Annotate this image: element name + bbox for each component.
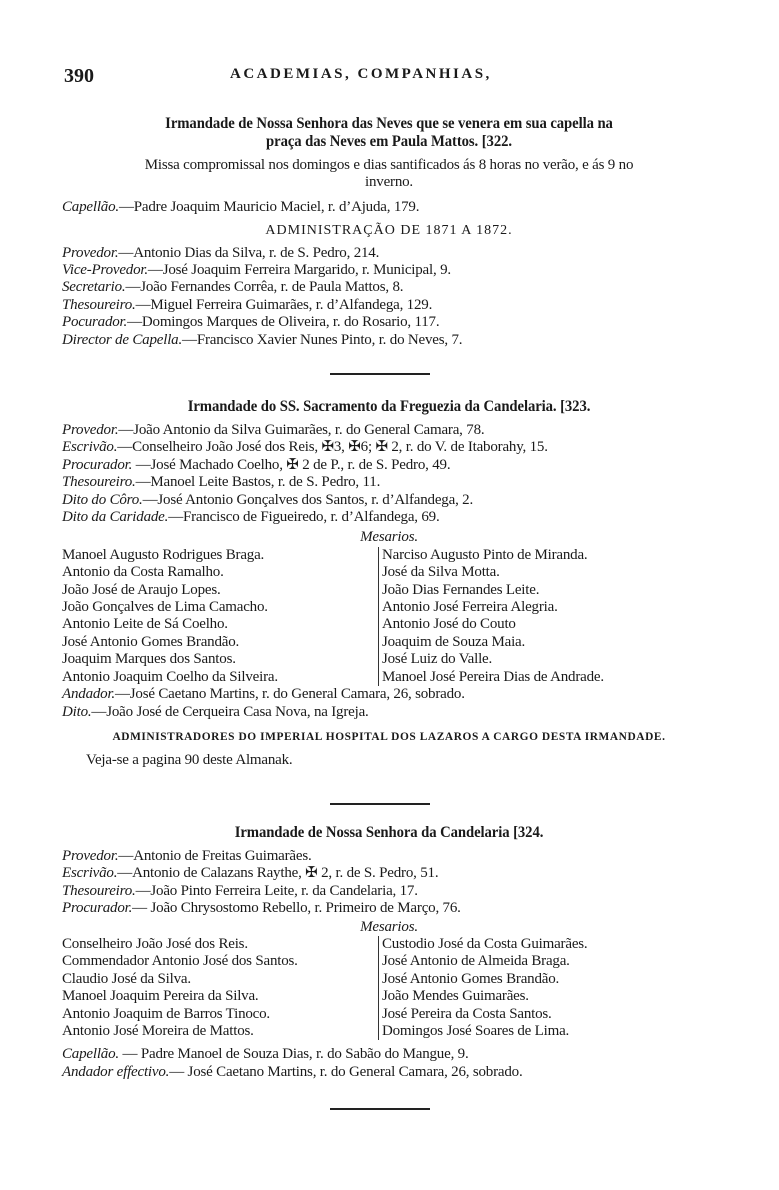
entry-line xyxy=(62,492,716,509)
mesario-name: Antonio José Moreira de Mattos. xyxy=(62,1023,254,1040)
mesario-name: Commendador Antonio José dos Santos. xyxy=(62,953,298,970)
divider xyxy=(330,1108,430,1110)
page-number: 390 xyxy=(64,65,94,87)
entry-line xyxy=(62,900,716,917)
mesario-name: Joaquim Marques dos Santos. xyxy=(62,651,236,668)
section-322 xyxy=(62,115,716,349)
role-label: Dito. xyxy=(62,703,92,720)
entry-text: —Miguel Ferreira Guimarães, r. d’Alfandega, 129. xyxy=(135,296,433,313)
role-label: Procurador. xyxy=(62,456,133,473)
mesarios-heading: Mesarios. xyxy=(360,529,418,546)
divider xyxy=(330,373,430,375)
mesario-name: Joaquim de Souza Maia. xyxy=(382,633,526,650)
mesario-name: João Dias Fernandes Leite. xyxy=(382,581,540,598)
mesario-name: Custodio José da Costa Guimarães. xyxy=(382,936,588,953)
entry-text: —Conselheiro João José dos Reis, ✠3, ✠6; ✠ 2, r. do V. de Itaborahy, 15. xyxy=(117,439,548,456)
section-title: praça das Neves em Paula Mattos. [322. xyxy=(266,133,512,150)
role-label: Thesoureiro. xyxy=(62,296,136,313)
entry-text: — Padre Manoel de Souza Dias, r. do Sabão do Mangue, 9. xyxy=(118,1046,469,1063)
officer-list xyxy=(62,422,716,526)
mesario-name: Antonio Joaquim Coelho da Silveira. xyxy=(62,668,278,685)
mass-info: Missa compromissal nos domingos e dias santificados ás 8 horas no verão, e ás 9 no xyxy=(144,157,634,173)
role-label: Procurador. xyxy=(62,900,133,917)
entry-text: —João Fernandes Corrêa, r. de Paula Mattos, 8. xyxy=(125,279,404,296)
mass-info: inverno. xyxy=(365,174,413,191)
after-list xyxy=(62,1046,716,1081)
mesario-name: Domingos José Soares de Lima. xyxy=(382,1023,570,1040)
mesario-name: José Antonio de Almeida Braga. xyxy=(382,953,570,970)
role-label: Escrivão. xyxy=(62,865,118,882)
officer-list xyxy=(62,245,716,349)
section-324 xyxy=(62,824,716,1081)
mesario-name: Manoel Joaquim Pereira da Silva. xyxy=(62,988,259,1005)
mesario-name: Antonio José do Couto xyxy=(382,616,516,633)
mesario-name: Antonio da Costa Ramalho. xyxy=(62,564,224,581)
entry-line xyxy=(62,297,716,314)
entry-text: —João Antonio da Silva Guimarães, r. do General Camara, 78. xyxy=(118,422,485,438)
administration-heading: ADMINISTRAÇÃO DE 1871 A 1872. xyxy=(265,223,513,239)
entry-line xyxy=(62,262,716,279)
mesarios-heading: Mesarios. xyxy=(360,918,418,935)
role-label: Dito do Côro. xyxy=(62,491,143,508)
mesario-name: Antonio José Ferreira Alegria. xyxy=(382,599,558,616)
mesario-name: José Antonio Gomes Brandão. xyxy=(382,970,560,987)
section-title: Irmandade de Nossa Senhora das Neves que se venera em sua capella na xyxy=(165,115,613,132)
entry-text: —Francisco de Figueiredo, r. d’Alfandega, 69. xyxy=(168,509,440,526)
mesario-name: Narciso Augusto Pinto de Miranda. xyxy=(382,546,588,563)
entry-line xyxy=(62,1046,716,1063)
entry-text: —Antonio de Freitas Guimarães. xyxy=(118,848,312,864)
entry-text: —João Pinto Ferreira Leite, r. da Candelaria, 17. xyxy=(135,882,418,899)
entry-line xyxy=(62,245,716,262)
entry-line xyxy=(62,883,716,900)
mesario-name: Manoel José Pereira Dias de Andrade. xyxy=(382,668,604,685)
entry-text: —Antonio de Calazans Raythe, ✠ 2, r. de S. Pedro, 51. xyxy=(117,865,439,882)
hospital-heading: ADMINISTRADORES DO IMPERIAL HOSPITAL DOS LAZAROS A CARGO DESTA IRMANDADE. xyxy=(112,728,666,743)
entry-text: —Manoel Leite Bastos, r. de S. Pedro, 11. xyxy=(135,474,381,491)
mesarios-left xyxy=(62,547,378,686)
mesario-name: Antonio Leite de Sá Coelho. xyxy=(62,616,228,633)
entry-text: —Domingos Marques de Oliveira, r. do Rosario, 117. xyxy=(127,314,440,331)
entry-line xyxy=(62,439,716,456)
entry-text: — José Caetano Martins, r. do General Camara, 26, sobrado. xyxy=(169,1063,523,1080)
role-label: Pocurador. xyxy=(62,314,128,331)
mesario-name: João Mendes Guimarães. xyxy=(382,988,529,1005)
entry-text: —João José de Cerqueira Casa Nova, na Igreja. xyxy=(91,703,369,720)
mesario-name: José da Silva Motta. xyxy=(382,564,500,581)
entry-line xyxy=(62,1064,716,1081)
section-323 xyxy=(62,398,716,770)
role-label: Provedor. xyxy=(62,848,119,864)
after-list xyxy=(62,686,716,721)
entry-line xyxy=(62,704,716,721)
entry-line xyxy=(62,509,716,526)
entry-line xyxy=(62,457,716,474)
role-label: Escrivão. xyxy=(62,439,118,456)
mesario-name: Claudio José da Silva. xyxy=(62,970,191,987)
role-label: Thesoureiro. xyxy=(62,474,136,491)
mesario-name: Antonio Joaquim de Barros Tinoco. xyxy=(62,1005,270,1022)
mesarios-right xyxy=(378,936,698,1040)
mesarios-columns xyxy=(62,936,716,1040)
entry-line xyxy=(62,332,716,349)
mesario-name: José Pereira da Costa Santos. xyxy=(382,1005,552,1022)
entry-text: —José Machado Coelho, ✠ 2 de P., r. de S. Pedro, 49. xyxy=(132,456,451,473)
section-title: Irmandade do SS. Sacramento da Freguezia da Candelaria. [323. xyxy=(187,398,591,415)
role-label: Provedor. xyxy=(62,244,119,261)
entry-text: —Antonio Dias da Silva, r. de S. Pedro, 214. xyxy=(118,244,380,261)
role-label: Vice-Provedor. xyxy=(62,262,148,279)
entry-line xyxy=(62,314,716,331)
role-label: Director de Capella. xyxy=(62,331,183,348)
role-label: Thesoureiro. xyxy=(62,882,136,899)
mesarios-columns xyxy=(62,547,716,686)
mesarios-left xyxy=(62,936,378,1040)
mesario-name: Manoel Augusto Rodrigues Braga. xyxy=(62,546,265,563)
role-label: Capellão. xyxy=(62,198,119,215)
entry-line xyxy=(62,848,716,865)
entry-line xyxy=(62,686,716,703)
role-label: Dito da Caridade. xyxy=(62,509,169,526)
mesario-name: José Antonio Gomes Brandão. xyxy=(62,633,240,650)
role-label: Andador. xyxy=(62,686,115,703)
role-label: Capellão. xyxy=(62,1046,119,1063)
section-title: Irmandade de Nossa Senhora da Candelaria [324. xyxy=(234,824,544,841)
entry-text: —Francisco Xavier Nunes Pinto, r. do Neves, 7. xyxy=(182,331,463,348)
role-label: Provedor. xyxy=(62,422,119,438)
hospital-note: Veja-se a pagina 90 deste Almanak. xyxy=(86,752,293,769)
mesario-name: Conselheiro João José dos Reis. xyxy=(62,936,248,953)
divider xyxy=(330,803,430,805)
chaplain-line xyxy=(62,199,716,216)
entry-text: —José Antonio Gonçalves dos Santos, r. d’Alfandega, 2. xyxy=(142,491,474,508)
entry-text: —José Joaquim Ferreira Margarido, r. Municipal, 9. xyxy=(147,262,451,279)
mesarios-right xyxy=(378,547,698,686)
entry-text: —Padre Joaquim Mauricio Maciel, r. d’Ajuda, 179. xyxy=(118,198,420,215)
role-label: Andador effectivo. xyxy=(62,1063,170,1080)
mesario-name: João José de Araujo Lopes. xyxy=(62,581,221,598)
mesario-name: José Luiz do Valle. xyxy=(382,651,493,668)
entry-line xyxy=(62,474,716,491)
entry-line xyxy=(62,865,716,882)
mesario-name: João Gonçalves de Lima Camacho. xyxy=(62,599,268,616)
running-title: ACADEMIAS, COMPANHIAS, xyxy=(230,66,492,82)
entry-line xyxy=(62,422,716,439)
entry-text: —José Caetano Martins, r. do General Camara, 26, sobrado. xyxy=(115,686,465,703)
entry-line xyxy=(62,279,716,296)
officer-list xyxy=(62,848,716,918)
role-label: Secretario. xyxy=(62,279,126,296)
entry-text: — João Chrysostomo Rebello, r. Primeiro de Março, 76. xyxy=(132,900,461,917)
